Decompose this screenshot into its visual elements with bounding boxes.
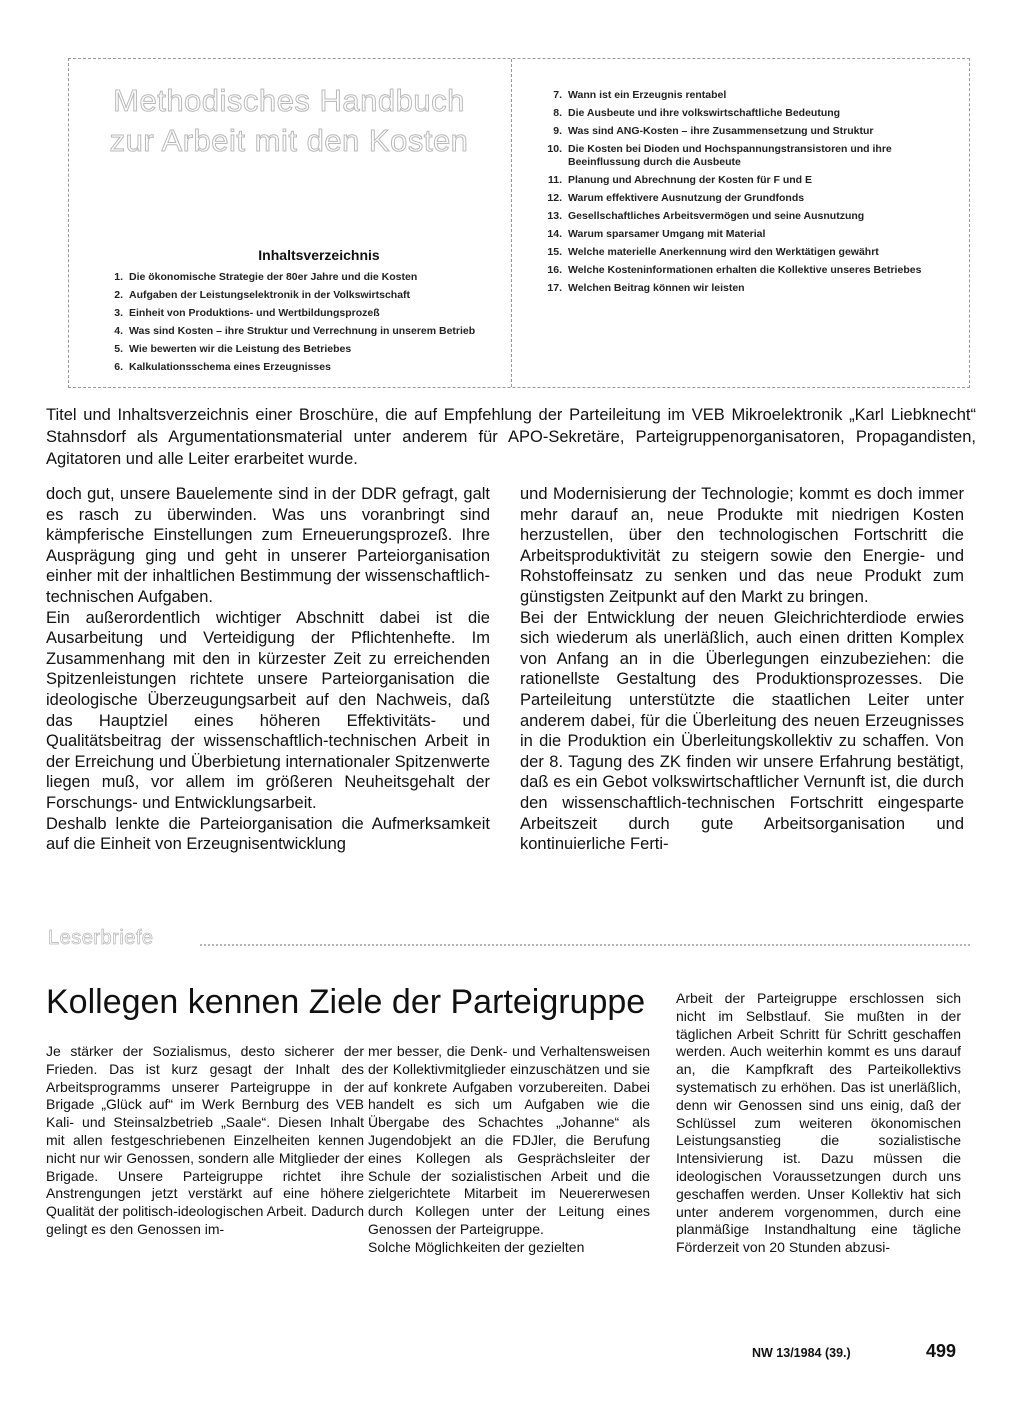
toc-item-number: 9.	[553, 125, 562, 137]
toc-item-number: 11.	[547, 174, 562, 186]
brochure-title	[79, 81, 499, 161]
toc-item-text: Die ökonomische Strategie der 80er Jahre und die Kosten	[129, 271, 418, 283]
paragraph: doch gut, unsere Bauelemente sind in der DDR gefragt, galt es rasch zu überwinden. Was uns voranbringt sind kämpferische Einstellungen zum Erneuerungsprozeß. Ihre Ausprägung ging und geht in unserer Parteiorganisation einher mit der inhaltlichen Bestimmung der wissenschaftlich-technischen Aufgaben.	[46, 485, 490, 606]
brochure-right-panel	[511, 59, 970, 387]
toc-item-text: Warum sparsamer Umgang mit Material	[568, 228, 766, 240]
toc-item	[99, 361, 479, 374]
issue-reference: NW 13/1984 (39.)	[752, 1346, 851, 1360]
toc-item-text: Aufgaben der Leistungselektronik in der Volkswirtschaft	[129, 289, 411, 301]
letter-column-2	[368, 1043, 650, 1257]
page-number: 499	[926, 1341, 957, 1361]
toc-item-text: Warum effektivere Ausnutzung der Grundfonds	[568, 192, 805, 204]
toc-item	[99, 271, 479, 284]
toc-item	[99, 343, 479, 356]
toc-item-number: 6.	[114, 361, 123, 373]
brochure-figure	[68, 58, 970, 388]
letter-column-1	[46, 1043, 364, 1239]
article-column-1	[46, 484, 490, 855]
figure-caption: Titel und Inhaltsverzeichnis einer Broschüre, die auf Empfehlung der Parteileitung im VEB Mikroelektronik „Karl Liebknecht“ Stahnsdorf als Argumentationsmaterial unter anderem für APO-Sekretäre, Parteigruppenorganisatoren, Propagandisten, Agitatoren und alle Leiter erarbeitet wurde.	[46, 406, 976, 468]
toc-item	[538, 228, 948, 241]
toc-item	[538, 89, 948, 102]
toc-list-left	[99, 271, 479, 379]
paragraph: und Modernisierung der Technologie; kommt es doch immer mehr darauf an, neue Produkte mit niedrigen Kosten herzustellen, über den technologischen Fortschritt die Arbeitsproduktivität zu steigern sowie den Energie- und Rohstoffeinsatz zu senken und das neue Produkt zum günstigsten Zeitpunkt auf den Markt zu bringen.	[520, 485, 964, 606]
toc-item-number: 7.	[553, 89, 562, 101]
toc-item-text: Die Ausbeute und ihre volkswirtschaftliche Bedeutung	[568, 107, 841, 119]
toc-item	[99, 289, 479, 302]
toc-item	[538, 210, 948, 223]
toc-item-text: Wie bewerten wir die Leistung des Betriebes	[129, 343, 352, 355]
toc-item-number: 5.	[114, 343, 123, 355]
toc-item-number: 14.	[547, 228, 562, 240]
toc-item-text: Die Kosten bei Dioden und Hochspannungstransistoren und ihre Beeinflussung durch die Ausbeute	[568, 143, 892, 168]
brochure-title-line-1: Methodisches Handbuch	[113, 83, 465, 118]
toc-item	[99, 325, 479, 338]
brochure-title-line-2: zur Arbeit mit den Kosten	[109, 123, 469, 158]
paragraph: Ein außerordentlich wichtiger Abschnitt dabei ist die Ausarbeitung und Verteidigung der Pflichtenhefte. Im Zusammenhang mit den in kürzester Zeit zu erreichenden Spitzenleistungen richtete unsere Parteiorganisation die ideologische Überzeugungsarbeit auf den Nachweis, daß das Hauptziel eines höheren Effektivitäts- und Qualitätsbeitrag der wissenschaftlich-technischen Arbeit in der Erreichung und Überbietung internationaler Spitzenwerte liegen muß, vor allem im größeren Neuheitsgehalt der Forschungs- und Entwicklungsarbeit.	[46, 608, 490, 812]
letter-column-3	[676, 990, 961, 1257]
toc-item-text: Planung und Abrechnung der Kosten für F und E	[568, 174, 813, 186]
toc-item	[538, 282, 948, 295]
toc-item	[538, 143, 948, 169]
letter-headline: Kollegen kennen Ziele der Parteigruppe	[46, 983, 646, 1021]
toc-item	[538, 174, 948, 187]
toc-item-number: 3.	[114, 307, 123, 319]
brochure-left-panel	[69, 59, 509, 387]
toc-item	[99, 307, 479, 320]
toc-heading: Inhaltsverzeichnis	[258, 247, 380, 263]
article-column-2	[520, 484, 964, 855]
paragraph: Solche Möglichkeiten der gezielten	[368, 1238, 585, 1255]
paragraph: Arbeit der Parteigruppe erschlossen sich nicht im Selbstlauf. Sie mußten in der täglichen Arbeit Schritt für Schritt geschaffen werden. Auch weiterhin kommt es uns darauf an, die Kampfkraft des Parteikollektivs systematisch zu erhöhen. Das ist unerläßlich, denn wir Genossen sind uns einig, daß der Schlüssel zum weiteren ökonomischen Leistungsanstieg die sozialistische Intensivierung ist. Dazu müssen die ideologischen Voraussetzungen durch uns geschaffen werden. Unser Kollektiv hat sich unter anderem vorgenommen, durch eine planmäßige Instandhaltung eine tägliche Förderzeit von 20 Stunden abzusi-	[676, 990, 961, 1256]
toc-item	[538, 125, 948, 138]
toc-item-text: Welche Kosteninformationen erhalten die Kollektive unseres Betriebes	[568, 264, 922, 276]
toc-item-number: 10.	[547, 143, 562, 155]
toc-item-text: Einheit von Produktions- und Wertbildungsprozeß	[129, 307, 380, 319]
toc-item-text: Was sind Kosten – ihre Struktur und Verrechnung in unserem Betrieb	[129, 325, 476, 337]
toc-item	[538, 192, 948, 205]
section-label: Leserbriefe	[48, 927, 154, 949]
toc-item-text: Welchen Beitrag können wir leisten	[568, 282, 745, 294]
toc-item-text: Welche materielle Anerkennung wird den Werktätigen gewährt	[568, 246, 879, 258]
toc-item-number: 4.	[114, 325, 123, 337]
toc-item-number: 2.	[114, 289, 123, 301]
toc-item-text: Wann ist ein Erzeugnis rentabel	[568, 89, 727, 101]
toc-item-number: 12.	[547, 192, 562, 204]
paragraph: Je stärker der Sozialismus, desto sicherer der Frieden. Das ist kurz gesagt der Inhalt des Arbeitsprogramms unserer Parteigruppe in der Brigade „Glück auf“ im Werk Bernburg des VEB Kali- und Steinsalzbetrieb „Saale“. Diesen Inhalt mit allen festgeschriebenen Einzelheiten kennen nicht nur wir Genossen, sondern alle Mitglieder der Brigade. Unsere Parteigruppe richtet ihre Anstrengungen jetzt verstärkt auf eine höhere Qualität der politisch-ideologischen Arbeit. Dadurch gelingt es den Genossen im-	[46, 1043, 364, 1237]
toc-item-number: 17.	[547, 282, 562, 294]
toc-item-text: Was sind ANG-Kosten – ihre Zusammensetzung und Struktur	[568, 125, 874, 137]
paragraph: Bei der Entwicklung der neuen Gleichrichterdiode erwies sich wiederum als unerläßlich, auch einen dritten Komplex von Anfang an in die Überlegungen einzubeziehen: die rationellste Gestaltung des Produktionsprozesses. Die Parteileitung unterstützte die staatlichen Leiter unter anderem dabei, für die Überleitung des neuen Erzeugnisses in die Produktion ein Überleitungskollektiv zu schaffen. Von der 8. Tagung des ZK finden wir unsere Erfahrung bestätigt, daß es ein Gebot volkswirtschaftlicher Vernunft ist, die durch den wissenschaftlich-technischen Fortschritt eingesparte Arbeitszeit durch gute Arbeitsorganisation und kontinuierliche Ferti-	[520, 608, 964, 854]
paragraph: Deshalb lenkte die Parteiorganisation die Aufmerksamkeit auf die Einheit von Erzeugnisentwicklung	[46, 814, 490, 854]
toc-item	[538, 107, 948, 120]
toc-item	[538, 246, 948, 259]
toc-item	[538, 264, 948, 277]
toc-item-number: 15.	[547, 246, 562, 258]
paragraph: mer besser, die Denk- und Verhaltensweisen der Kollektivmitglieder einzuschätzen und sie auf konkrete Aufgaben vorzubereiten. Dabei handelt es sich um Aufgaben wie die Übergabe des Schachtes „Johanne“ als Jugendobjekt an die FDJler, die Berufung eines Kollegen als Gesprächsleiter der Schule der sozialistischen Arbeit und die zielgerichtete Mitarbeit im Neuererwesen durch Kollegen unter der Leitung eines Genossen der Parteigruppe.	[368, 1043, 650, 1237]
toc-item-number: 13.	[547, 210, 562, 222]
toc-item-text: Gesellschaftliches Arbeitsvermögen und seine Ausnutzung	[568, 210, 865, 222]
section-divider	[200, 944, 970, 946]
toc-list-right	[538, 89, 948, 300]
toc-item-text: Kalkulationsschema eines Erzeugnisses	[129, 361, 331, 373]
toc-item-number: 8.	[553, 107, 562, 119]
toc-item-number: 16.	[547, 264, 562, 276]
toc-item-number: 1.	[114, 271, 123, 283]
